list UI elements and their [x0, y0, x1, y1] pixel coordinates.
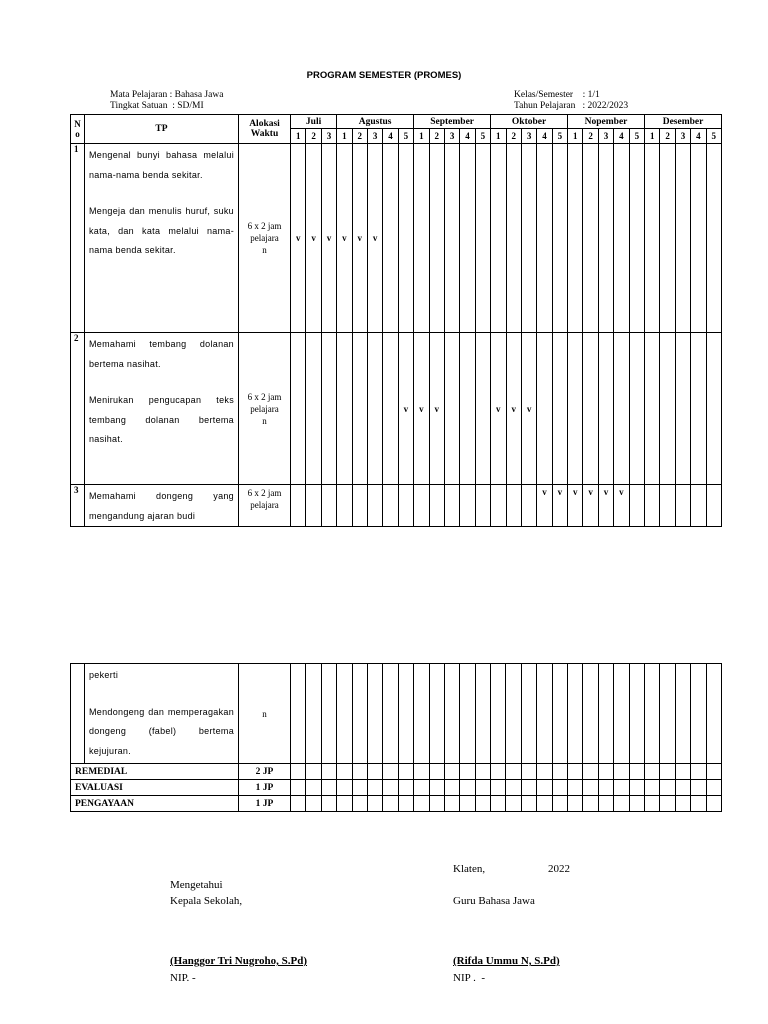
week-mark [691, 780, 706, 796]
week-mark [660, 485, 675, 527]
tp-paragraph: Mengeja dan menulis huruf, suku kata, dan kata melalui nama-nama benda sekitar. [89, 206, 234, 255]
summary-jp: 2 JP [239, 764, 291, 780]
week-mark [352, 764, 367, 780]
row-number: 1 [71, 144, 85, 333]
header-alokasi-waktu [239, 115, 291, 144]
week-mark [552, 333, 567, 485]
week-mark [706, 664, 721, 764]
week-mark [291, 333, 306, 485]
week-mark [337, 764, 352, 780]
week-mark [660, 144, 675, 333]
week-mark [398, 764, 413, 780]
tp-paragraph: Memahami tembang dolanan bertema nasihat. [89, 339, 234, 369]
week-mark [583, 796, 598, 812]
week-number: 3 [321, 129, 336, 144]
week-mark [537, 780, 552, 796]
summary-jp: 1 JP [239, 780, 291, 796]
week-mark [306, 780, 321, 796]
week-mark [337, 780, 352, 796]
teacher-title: Guru Bahasa Jawa [453, 895, 535, 907]
week-mark [291, 780, 306, 796]
alokasi-line: pelajara [250, 233, 279, 243]
summary-jp: 1 JP [239, 796, 291, 812]
week-mark [367, 796, 382, 812]
week-mark [475, 780, 490, 796]
week-mark [460, 144, 475, 333]
header-no-line2: o [75, 129, 80, 139]
row-number: 3 [71, 485, 85, 527]
week-mark [568, 664, 583, 764]
week-mark [521, 144, 536, 333]
document-title: PROGRAM SEMESTER (PROMES) [306, 70, 462, 81]
week-mark [614, 664, 629, 764]
week-number: 3 [367, 129, 382, 144]
week-mark [675, 664, 690, 764]
month-header: Agustus [337, 115, 414, 129]
week-mark [706, 796, 721, 812]
week-mark [475, 664, 490, 764]
week-number: 2 [352, 129, 367, 144]
week-mark [367, 764, 382, 780]
week-mark [506, 485, 521, 527]
table-row [71, 485, 722, 527]
header-alokasi: Alokasi [249, 119, 280, 129]
week-mark [383, 796, 398, 812]
week-number: 5 [398, 129, 413, 144]
week-number: 4 [460, 129, 475, 144]
week-mark [537, 144, 552, 333]
week-number: 3 [444, 129, 459, 144]
week-mark [383, 664, 398, 764]
summary-row [71, 764, 722, 780]
week-mark [337, 664, 352, 764]
week-mark [691, 664, 706, 764]
week-mark [491, 664, 506, 764]
week-number: 2 [306, 129, 321, 144]
week-mark [521, 780, 536, 796]
week-mark [660, 796, 675, 812]
week-mark [429, 780, 444, 796]
week-mark [444, 485, 459, 527]
week-mark [537, 796, 552, 812]
week-mark [645, 333, 660, 485]
row-number-empty [71, 664, 85, 764]
week-mark [429, 664, 444, 764]
header-waktu: Waktu [250, 129, 279, 139]
teacher-name: (Rifda Ummu N, S.Pd) [453, 955, 560, 967]
week-number: 2 [583, 129, 598, 144]
week-mark: v [337, 144, 352, 333]
alokasi-line: 6 x 2 jam [247, 391, 282, 402]
summary-label: PENGAYAAN [71, 796, 239, 812]
month-header: Juli [291, 115, 337, 129]
week-mark [460, 333, 475, 485]
week-number: 2 [429, 129, 444, 144]
week-mark [367, 333, 382, 485]
week-mark [675, 796, 690, 812]
week-mark [614, 144, 629, 333]
week-number: 4 [537, 129, 552, 144]
week-mark [629, 796, 644, 812]
week-mark [352, 780, 367, 796]
week-number: 2 [506, 129, 521, 144]
week-mark [506, 780, 521, 796]
week-mark [691, 796, 706, 812]
week-mark [444, 144, 459, 333]
week-mark [614, 764, 629, 780]
week-mark: v [306, 144, 321, 333]
week-mark [629, 144, 644, 333]
week-number: 1 [645, 129, 660, 144]
week-mark: v [568, 485, 583, 527]
week-mark [645, 144, 660, 333]
week-mark [537, 764, 552, 780]
week-number: 1 [568, 129, 583, 144]
week-mark [367, 664, 382, 764]
week-mark [583, 764, 598, 780]
week-mark [598, 333, 613, 485]
summary-row [71, 780, 722, 796]
week-mark [568, 333, 583, 485]
level-label: Tingkat Satuan : SD/MI [110, 101, 204, 111]
tp-paragraph: Mengenal bunyi bahasa melalui nama-nama benda sekitar. [89, 150, 234, 180]
week-number: 3 [598, 129, 613, 144]
row-alokasi [239, 485, 291, 527]
principal-nip: NIP. - [170, 972, 196, 984]
week-mark [367, 780, 382, 796]
table-row [71, 144, 722, 333]
class-semester-label: Kelas/Semester : 1/1 [514, 90, 600, 100]
week-mark [460, 664, 475, 764]
table-row-continued [71, 664, 722, 764]
week-number: 4 [614, 129, 629, 144]
week-mark [598, 796, 613, 812]
week-mark: v [614, 485, 629, 527]
alokasi-line: 6 x 2 jam [247, 221, 282, 231]
week-mark [521, 485, 536, 527]
week-mark [383, 485, 398, 527]
week-mark [352, 485, 367, 527]
week-mark [383, 144, 398, 333]
week-mark [475, 796, 490, 812]
week-mark [644, 664, 659, 764]
week-mark [629, 780, 644, 796]
week-mark [675, 333, 690, 485]
week-mark [398, 780, 413, 796]
week-mark [691, 333, 706, 485]
week-mark: v [583, 485, 598, 527]
week-mark [444, 664, 459, 764]
week-mark [306, 333, 321, 485]
week-mark [537, 664, 552, 764]
week-mark [598, 764, 613, 780]
week-mark [675, 485, 690, 527]
month-header: Nopember [568, 115, 645, 129]
promes-table-continued [70, 663, 722, 812]
week-mark [306, 764, 321, 780]
week-mark [706, 780, 721, 796]
week-mark [552, 764, 567, 780]
month-header: Desember [645, 115, 722, 129]
month-header: September [414, 115, 491, 129]
week-mark [644, 796, 659, 812]
promes-table [70, 114, 722, 527]
week-mark [629, 333, 644, 485]
week-mark [645, 485, 660, 527]
week-mark [460, 485, 475, 527]
week-mark [352, 796, 367, 812]
week-mark [629, 664, 644, 764]
week-number: 5 [475, 129, 490, 144]
week-mark [552, 796, 567, 812]
week-mark [583, 333, 598, 485]
principal-title: Kepala Sekolah, [170, 895, 243, 907]
week-mark [398, 664, 413, 764]
week-mark [444, 796, 459, 812]
week-number: 3 [675, 129, 690, 144]
week-mark [675, 144, 690, 333]
row-tp [85, 664, 239, 764]
week-number: 1 [337, 129, 352, 144]
week-mark: v [414, 333, 429, 485]
week-mark [583, 144, 598, 333]
week-mark [706, 333, 721, 485]
week-mark [321, 796, 336, 812]
week-number: 1 [291, 129, 306, 144]
week-mark [706, 144, 721, 333]
teacher-nip: NIP . - [453, 972, 485, 984]
week-mark [598, 664, 613, 764]
week-mark [537, 333, 552, 485]
week-mark [675, 780, 690, 796]
month-header: Oktober [491, 115, 568, 129]
week-mark [506, 796, 521, 812]
header-no [71, 115, 85, 144]
week-mark: v [352, 144, 367, 333]
week-mark [583, 780, 598, 796]
week-mark [291, 764, 306, 780]
week-mark [321, 664, 336, 764]
week-mark [568, 796, 583, 812]
week-number: 1 [414, 129, 429, 144]
week-number: 1 [491, 129, 506, 144]
row-number: 2 [71, 333, 85, 485]
week-mark [352, 664, 367, 764]
week-mark [506, 764, 521, 780]
week-mark: v [521, 333, 536, 485]
week-mark [460, 780, 475, 796]
week-mark [629, 485, 644, 527]
week-mark [306, 664, 321, 764]
week-mark [691, 485, 706, 527]
principal-name: (Hanggor Tri Nugroho, S.Pd) [170, 955, 308, 967]
week-mark [660, 664, 675, 764]
week-number: 3 [521, 129, 536, 144]
week-mark [598, 780, 613, 796]
tp-paragraph: Menirukan pengucapan teks tembang dolanan bertema nasihat. [89, 395, 234, 444]
alokasi-line: n [262, 415, 267, 426]
week-mark [398, 485, 413, 527]
week-number: 5 [629, 129, 644, 144]
week-mark: v [552, 485, 567, 527]
week-mark [660, 764, 675, 780]
tp-paragraph: Memahami dongeng yang mengandung ajaran budi [89, 491, 234, 521]
week-mark [521, 796, 536, 812]
week-number: 2 [660, 129, 675, 144]
week-mark [337, 485, 352, 527]
week-mark [429, 485, 444, 527]
week-mark [475, 144, 490, 333]
week-mark [691, 144, 706, 333]
week-mark [414, 664, 429, 764]
week-mark [475, 485, 490, 527]
date-year: 2022 [548, 863, 570, 875]
week-mark: v [429, 333, 444, 485]
table-row [71, 333, 722, 485]
week-mark [444, 333, 459, 485]
header-no-line1: N [74, 119, 81, 129]
week-mark [460, 764, 475, 780]
week-mark [568, 144, 583, 333]
week-mark: v [506, 333, 521, 485]
week-mark [629, 764, 644, 780]
week-mark [675, 764, 690, 780]
week-mark [568, 780, 583, 796]
week-mark [291, 485, 306, 527]
week-mark [398, 796, 413, 812]
week-mark [475, 764, 490, 780]
week-mark [660, 780, 675, 796]
week-mark [614, 780, 629, 796]
row-tp [85, 333, 239, 485]
week-mark [614, 333, 629, 485]
week-mark [306, 485, 321, 527]
week-mark [383, 333, 398, 485]
week-mark: v [598, 485, 613, 527]
subject-label: Mata Pelajaran : Bahasa Jawa [110, 90, 224, 100]
week-mark [583, 664, 598, 764]
row-alokasi: n [239, 664, 291, 764]
week-mark [491, 780, 506, 796]
week-mark [660, 333, 675, 485]
week-mark [491, 764, 506, 780]
week-mark [506, 144, 521, 333]
week-mark [414, 485, 429, 527]
week-mark [429, 796, 444, 812]
week-number: 4 [691, 129, 706, 144]
week-mark [444, 780, 459, 796]
header-tp: TP [85, 115, 239, 144]
week-mark [414, 780, 429, 796]
week-mark [321, 780, 336, 796]
week-mark [321, 333, 336, 485]
week-mark [475, 333, 490, 485]
week-mark: v [537, 485, 552, 527]
row-tp [85, 485, 239, 527]
week-mark [568, 764, 583, 780]
summary-label: EVALUASI [71, 780, 239, 796]
row-tp [85, 144, 239, 333]
tp-paragraph: pekerti [89, 670, 119, 680]
week-mark [614, 796, 629, 812]
week-mark [552, 780, 567, 796]
alokasi-line: n [262, 245, 267, 255]
week-mark [321, 485, 336, 527]
week-mark [414, 144, 429, 333]
week-mark [352, 333, 367, 485]
week-mark [291, 664, 306, 764]
week-mark [306, 796, 321, 812]
week-mark [383, 780, 398, 796]
school-year-label: Tahun Pelajaran : 2022/2023 [514, 101, 629, 111]
week-mark [706, 485, 721, 527]
week-mark [337, 333, 352, 485]
week-mark [291, 796, 306, 812]
week-number: 5 [552, 129, 567, 144]
week-number: 4 [383, 129, 398, 144]
alokasi-line: pelajara [250, 500, 279, 510]
week-mark [491, 796, 506, 812]
week-mark [706, 764, 721, 780]
week-mark [383, 764, 398, 780]
week-mark [460, 796, 475, 812]
week-mark [552, 144, 567, 333]
week-mark: v [291, 144, 306, 333]
week-mark [367, 485, 382, 527]
week-mark [521, 764, 536, 780]
week-mark [644, 780, 659, 796]
week-mark [414, 796, 429, 812]
tp-paragraph: Mendongeng dan memperagakan dongeng (fabel) bertema kejujuran. [89, 706, 234, 756]
summary-label: REMEDIAL [71, 764, 239, 780]
week-mark [398, 144, 413, 333]
week-mark [429, 764, 444, 780]
row-alokasi [239, 333, 291, 485]
week-mark [337, 796, 352, 812]
week-mark: v [491, 333, 506, 485]
week-mark [444, 764, 459, 780]
week-mark [414, 764, 429, 780]
week-mark [598, 144, 613, 333]
week-mark [552, 664, 567, 764]
week-mark [321, 764, 336, 780]
summary-row [71, 796, 722, 812]
row-alokasi [239, 144, 291, 333]
week-mark [521, 664, 536, 764]
place-label: Klaten, [453, 863, 486, 875]
week-mark [491, 485, 506, 527]
week-mark: v [367, 144, 382, 333]
week-mark: v [398, 333, 413, 485]
week-mark [491, 144, 506, 333]
alokasi-line: pelajara [250, 403, 279, 414]
alokasi-line: 6 x 2 jam [247, 488, 282, 498]
acknowledge-label: Mengetahui [170, 879, 223, 891]
week-number: 5 [706, 129, 721, 144]
week-mark [644, 764, 659, 780]
week-mark: v [321, 144, 336, 333]
week-mark [506, 664, 521, 764]
week-mark [691, 764, 706, 780]
week-mark [429, 144, 444, 333]
